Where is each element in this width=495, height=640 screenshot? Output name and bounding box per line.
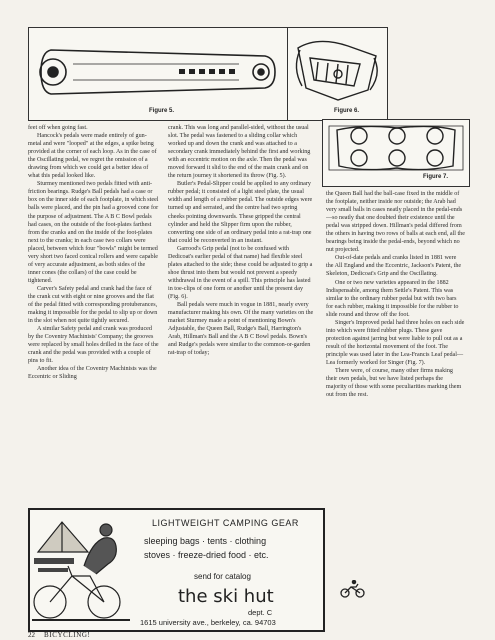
col1-paragraph: feet off when going fast. bbox=[28, 125, 88, 131]
figure-5-drawing bbox=[29, 28, 287, 120]
col3-paragraph: Singer's Improved pedal had three holes on each side into which were fitted rubber plugs. These gave protection against jarring but were liable to pull out as a result of the horizontal movement of the foot. The principle was used later in the Lea-Francis Leaf pedal—Lea formerly worked for Singer (Fig. 7). bbox=[326, 319, 465, 366]
col2-paragraph: Garrood's Grip pedal (not to be confused with Dedicoat's earlier pedal of that name) had flexible steel plates attached to the side; these could be adjusted to grip a shoe thrust into them but would not prevent a speedy withdrawal in the event of a spill. This principle has lasted in toe-clips of one form or another until the present day (Fig. 6). bbox=[168, 245, 313, 300]
col1-paragraph: Another idea of the Coventry Machinists was the Eccentric or Sliding bbox=[28, 366, 157, 381]
col3-paragraph: Out-of-date pedals and cranks listed in 1881 were the All England and the Eccentric, Jackson's Patent, the Skeleton, Dedicoat's Grip and the Oscillating. bbox=[326, 255, 462, 278]
article-column-2 bbox=[168, 124, 315, 499]
figure-6-caption: Figure 6. bbox=[334, 108, 360, 114]
col1-paragraph: Carver's Safety pedal and crank had the face of the crank cut with eight or nine grooves and the flat of the pedal fitted with corresponding protuberances, making it impossible for the pedal to slip up or down in the slot when not quite tightly secured. bbox=[28, 285, 158, 325]
figure-7-box bbox=[322, 119, 470, 187]
col3-paragraph: There were, of course, many other firms making their own pedals, but we have listed perhaps the majority of those with some peculiarities marking them out from the rest. bbox=[326, 368, 462, 399]
ad-address: 1615 university ave., berkeley, ca. 94703 bbox=[140, 618, 276, 627]
cyclist-icon bbox=[340, 580, 366, 598]
figure-7-caption: Figure 7. bbox=[423, 174, 449, 180]
col3-paragraph: One or two new varieties appeared in the 1882 Indispensable, among them Settle's Patent. This was similar to the ordinary rubber pedal but with two bars for each rubber, making it impossible for the rubber to slide round and throw off the foot. bbox=[326, 279, 459, 318]
article-column-1 bbox=[28, 124, 159, 499]
figure-5-caption: Figure 5. bbox=[149, 108, 175, 114]
ad-headline: LIGHTWEIGHT CAMPING GEAR bbox=[152, 518, 299, 528]
ski-hut-advertisement bbox=[28, 508, 325, 632]
figure-6-box bbox=[287, 27, 388, 121]
figure-6-drawing bbox=[288, 28, 387, 120]
col1-paragraph: Sturmey mentioned two pedals fitted with anti-friction bearings. Rudge's Ball pedals had a case or box on the inner side of each footplate, in which steel balls were placed, and the pin had a grooved cone for the purpose of adjustment. The A B C Bowl pedals had cases, on the outside of the foot-plates farthest from the cranks and on the inside of the foot-plates next to the cranks; in each case two collars were placed, between which four "bowls" might be termed very short two faced conical rollers and were capable of very accurate adjustment, as both sides of the inner cones (the collars) of the case could be tightened. bbox=[28, 181, 159, 284]
col2-paragraph: Butler's Pedal-Slipper could be applied to any ordinary rubber pedal; it consisted of a light steel plate, the usual width and length of a rubber pedal. The outside edges were turned up and serrated, and the centre had two spring cheeks pointing downwards. These gripped the central cylinder and held the Slipper firm upon the rubber, converting one side of an ordinary pedal into a rat-trap one that could be reconverted in an instant. bbox=[168, 181, 313, 244]
ad-catalog-line: send for catalog bbox=[194, 572, 251, 581]
col1-paragraph: Hancock's pedals were made entirely of gun-metal and were "looped" at the edges, a spike being provided at the corner of each loop. As in the case of the Oscillating pedal, we regret the omission of a drawing from which we could get a better idea of what this pedal looked like. bbox=[28, 133, 157, 180]
col2-paragraph: Ball pedals were much in vogue in 1881, nearly every manufacturer making his own. Of the many varieties on the market Sturmey made a point of mentioning Bown's Adjustable, the Queen Ball, Rudge's Ball, Harrington's Arab, Hillman's Ball and the A B C Bowl pedals. Bown's and Rudge's pedals were similar to the common-or-garden rat-trap of today; bbox=[168, 302, 314, 357]
col1-paragraph: A similar Safety pedal and crank was produced by the Coventry Machinists' Company; the grooves were replaced by small holes drilled in the face of the crank and the pedal was provided with a couple of pins to fit. bbox=[28, 326, 159, 365]
page-number: 22 bbox=[28, 631, 35, 639]
ad-products-line-1: sleeping bags · tents · clothing bbox=[144, 536, 267, 546]
magazine-name: BICYCLING! bbox=[44, 631, 91, 639]
col3-paragraph: the Queen Ball had the ball-case fixed in the middle of the footplate, neither inside nor outside; the Arab had very small balls in cases neatly placed in the pedal-ends—so neatly that one doubted their existence until the pedal was stripped down. Hillman's pedal differed from the others in having two rows of balls at each end, all the bearings being inside the pedal-ends, beyond which no nut projected. bbox=[326, 191, 465, 254]
camping-illustration bbox=[32, 512, 130, 626]
figure-5-box bbox=[28, 27, 288, 121]
ad-products-line-2: stoves · freeze-dried food · etc. bbox=[144, 550, 269, 560]
article-column-3 bbox=[326, 190, 465, 575]
ad-brand: the ski hut bbox=[178, 586, 274, 607]
col2-paragraph: crank. This was long and parallel-sided, without the usual slot. The pedal was fastened to a sliding collar which worked up and down the crank and was attached to a secondary crank immediately behind the first and working with an eccentric motion on the axle. Then the pedal was moved forward it slid to the end of the main crank and on the return journey it shortened its throw (Fig. 5). bbox=[168, 125, 311, 180]
ad-department: dept. C bbox=[248, 608, 273, 617]
